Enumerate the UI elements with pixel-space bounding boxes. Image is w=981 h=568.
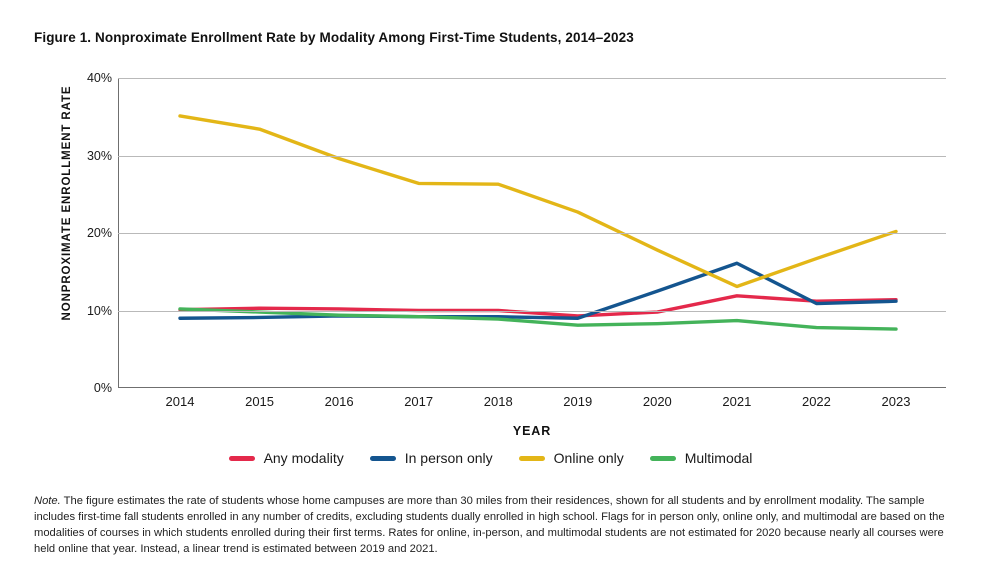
y-axis-tick-label: 0%	[93, 381, 112, 395]
x-axis-tick-label: 2014	[165, 394, 195, 409]
legend-label: Online only	[553, 450, 624, 466]
note-label: Note.	[34, 495, 61, 507]
x-axis-tick-label: 2016	[324, 394, 354, 409]
y-axis-tick-label: 10%	[86, 303, 112, 318]
chart-area	[34, 58, 947, 438]
gridline	[118, 311, 946, 312]
gridline	[118, 233, 946, 234]
legend-label: Any modality	[263, 450, 344, 466]
legend-swatch-icon	[229, 456, 255, 461]
note-text: The figure estimates the rate of students whose home campuses are more than 30 miles from their residences, shown for all students and by enrollment modality. The sample includes first-time fall students enrolled in any number of credits, excluding students dually enrolled in high school. Flags for in person only, online only, and multimodal are based on the modalities of courses in which students enrolled during their first terms. Rates for online, in-person, and multimodal students are not estimated for 2020 because nearly all courses were held online that year. Instead, a linear trend is estimated between 2019 and 2021.	[34, 495, 945, 555]
y-axis-tick-label: 30%	[86, 148, 112, 163]
gridline	[118, 78, 946, 79]
gridline	[118, 156, 946, 157]
figure-note	[34, 494, 946, 558]
y-axis-label: NONPROXIMATE ENROLLMENT RATE	[61, 85, 73, 321]
x-axis-tick-label: 2019	[563, 394, 593, 409]
x-axis-ticks	[118, 394, 946, 418]
x-axis-tick-label: 2020	[642, 394, 672, 409]
x-axis-tick-label: 2015	[245, 394, 275, 409]
x-axis-tick-label: 2022	[801, 394, 831, 409]
plot-region	[118, 78, 946, 388]
x-axis-label: YEAR	[512, 424, 552, 438]
legend-swatch-icon	[519, 456, 545, 461]
x-axis-tick-label: 2023	[881, 394, 911, 409]
page-title: Figure 1. Nonproximate Enrollment Rate by Modality Among First-Time Students, 2014–2023	[34, 30, 634, 45]
legend-item[interactable]	[370, 450, 493, 466]
legend-label: In person only	[404, 450, 493, 466]
legend-swatch-icon	[650, 456, 676, 461]
x-axis-tick-label: 2021	[722, 394, 752, 409]
legend-label: Multimodal	[684, 450, 753, 466]
y-axis-tick-label: 40%	[86, 71, 112, 85]
x-axis-tick-label: 2017	[404, 394, 434, 409]
chart-legend	[0, 450, 981, 466]
legend-item[interactable]	[229, 450, 344, 466]
y-axis-tick-label: 20%	[86, 226, 112, 240]
series-line	[180, 116, 896, 287]
x-axis-tick-label: 2018	[483, 394, 513, 409]
legend-swatch-icon	[370, 456, 396, 461]
legend-item[interactable]	[519, 450, 624, 466]
legend-item[interactable]	[650, 450, 753, 466]
y-axis-ticks	[64, 71, 112, 395]
